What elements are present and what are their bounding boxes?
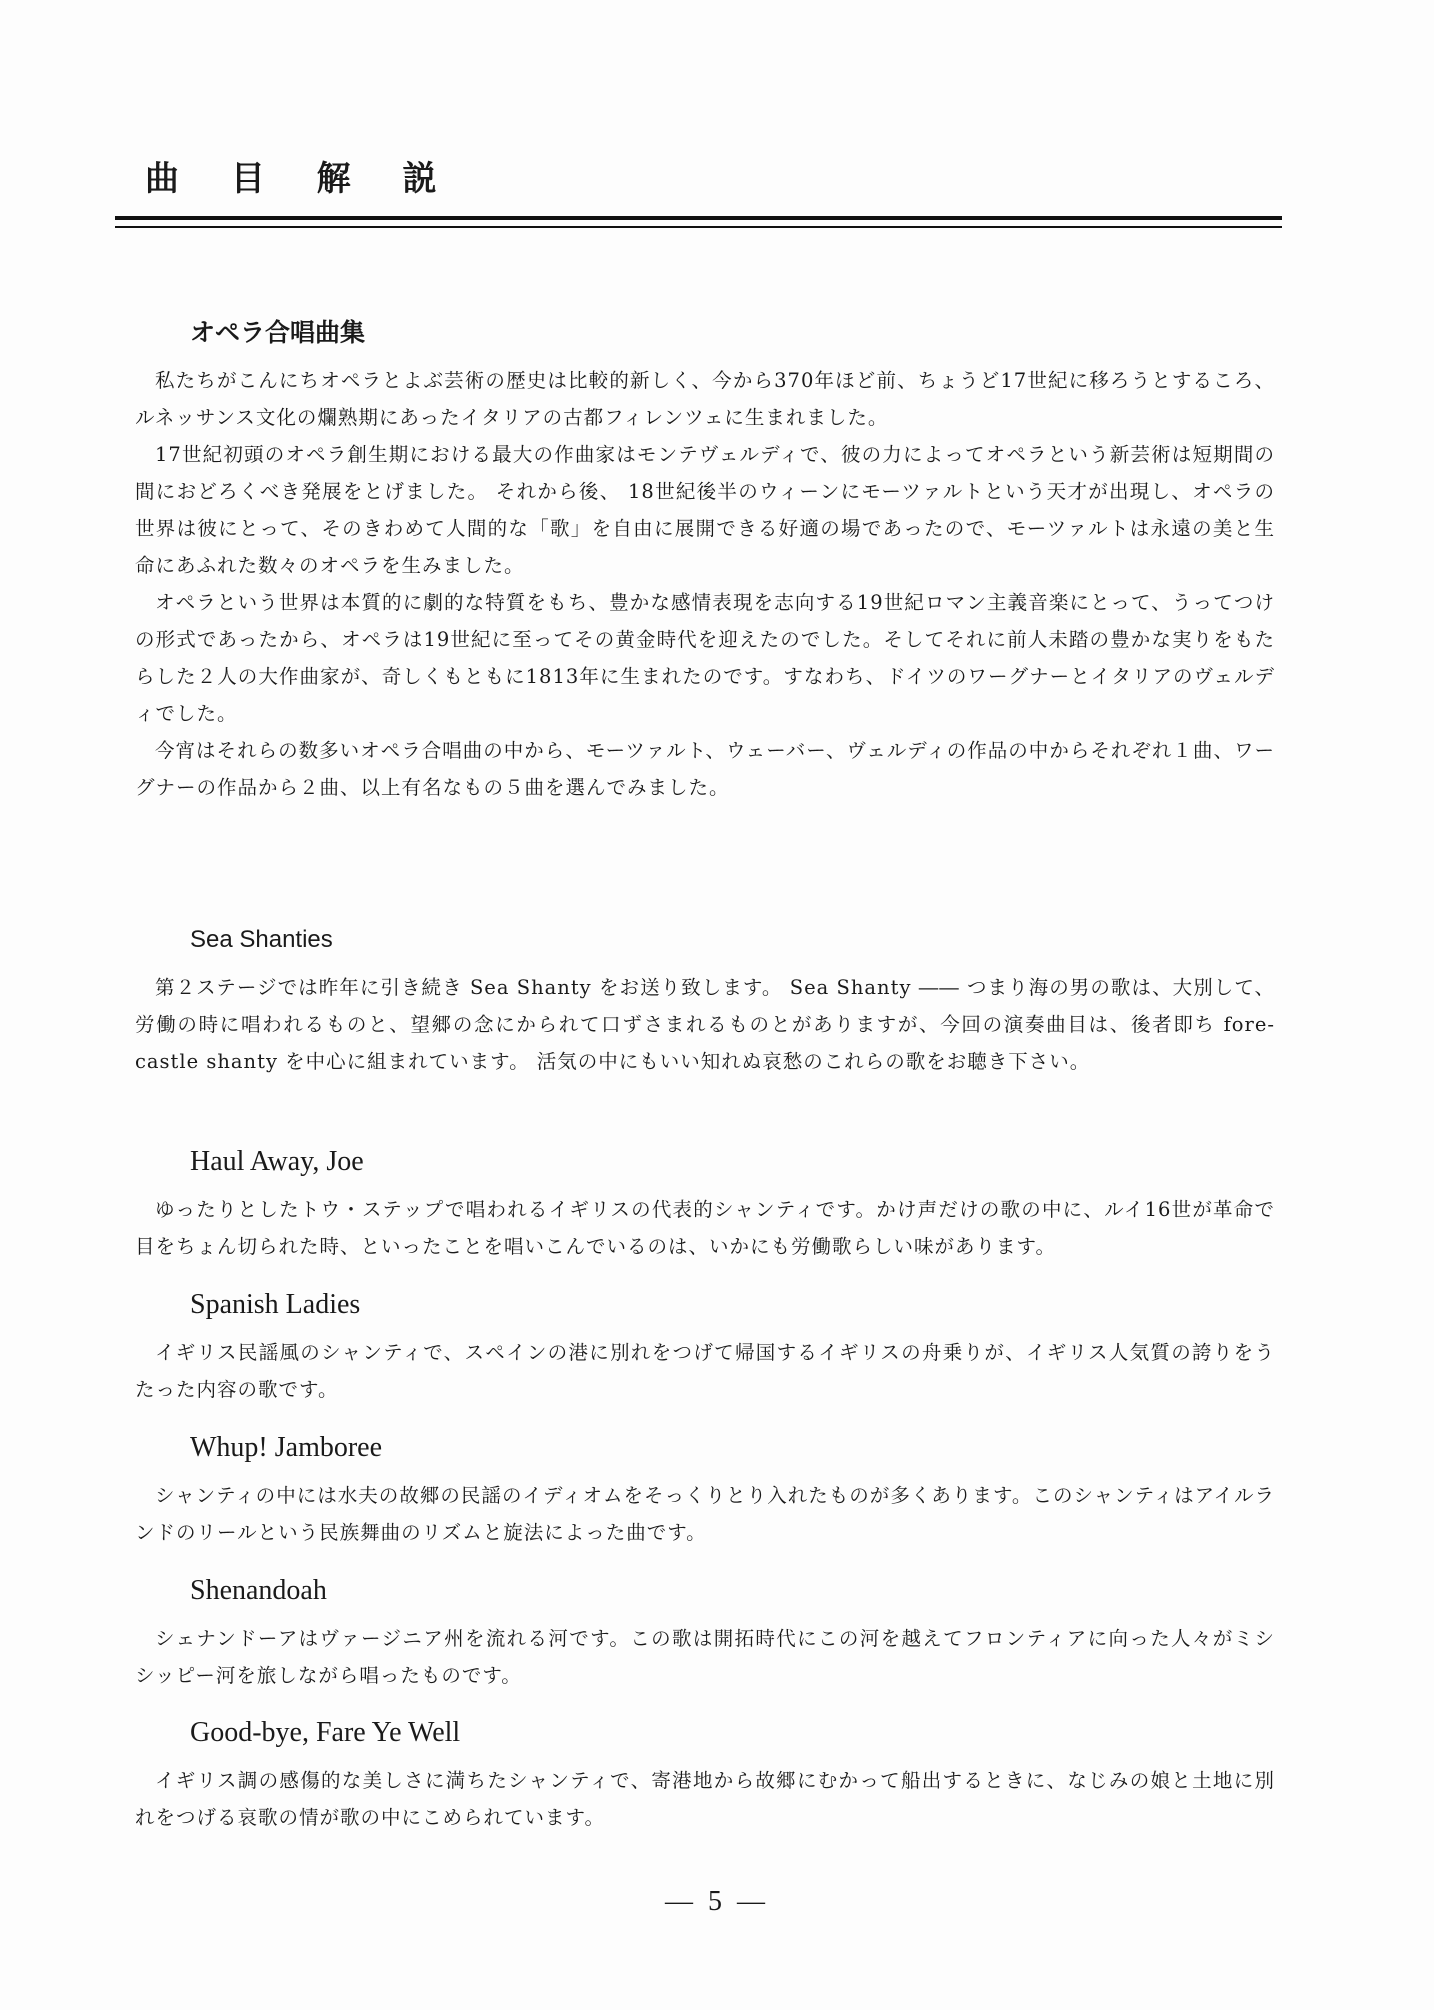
song-body xyxy=(135,1477,1275,1551)
title-rule-thin xyxy=(115,226,1282,228)
song-body xyxy=(135,1191,1275,1265)
song-spanish-ladies xyxy=(135,1288,1275,1408)
song-title: Shenandoah xyxy=(190,1575,327,1606)
song-body xyxy=(135,1620,1275,1694)
song-title: Spanish Ladies xyxy=(190,1289,361,1320)
paragraph: ゆったりとしたトウ・ステップで唱われるイギリスの代表的シャンティです。かけ声だけの歌の中に、ルイ16世が革命で目をちょん切られた時、といったことを唱いこんでいるのは、いかにも労働歌らしい味があります。 xyxy=(135,1197,1275,1258)
song-haul-away-joe xyxy=(135,1145,1275,1265)
paragraph: 第２ステージでは昨年に引き続き Sea Shanty をお送り致します。 Sea Shanty ―― つまり海の男の歌は、大別して、労働の時に唱われるものと、望郷の念にかられて口ずさまれるものとがありますが、今回の演奏曲目は、後者即ち fore-castle shanty を中心に組まれています。 活気の中にもいい知れぬ哀愁のこれらの歌をお聴き下さい。 xyxy=(135,975,1275,1073)
paragraph: シャンティの中には水夫の故郷の民謡のイディオムをそっくりとり入れたものが多くあります。このシャンティはアイルランドのリールという民族舞曲のリズムと旋法によった曲です。 xyxy=(135,1483,1275,1544)
title-rule-thick xyxy=(115,216,1282,220)
paragraph: 私たちがこんにちオペラとよぶ芸術の歴史は比較的新しく、今から370年ほど前、ちょうど17世紀に移ろうとするころ、ルネッサンス文化の爛熟期にあったイタリアの古都フィレンツェに生まれました。 xyxy=(135,369,1275,429)
song-body xyxy=(135,1334,1275,1408)
song-whup-jamboree xyxy=(135,1431,1275,1551)
paragraph: シェナンドーアはヴァージニア州を流れる河です。この歌は開拓時代にこの河を越えてフロンティアに向った人々がミシシッピー河を旅しながら唱ったものです。 xyxy=(135,1626,1275,1687)
paragraph: オペラという世界は本質的に劇的な特質をもち、豊かな感情表現を志向する19世紀ロマン主義音楽にとって、うってつけの形式であったから、オペラは19世紀に至ってその黄金時代を迎えたのでした。そしてそれに前人未踏の豊かな実りをもたらした２人の大作曲家が、奇しくもともに1813年に生まれたのです。すなわち、ドイツのワーグナーとイタリアのヴェルディでした。 xyxy=(135,591,1275,725)
paragraph: イギリス民謡風のシャンティで、スペインの港に別れをつげて帰国するイギリスの舟乗りが、イギリス人気質の誇りをうたった内容の歌です。 xyxy=(135,1340,1275,1401)
section-opera-choruses xyxy=(135,318,1275,806)
song-title: Haul Away, Joe xyxy=(190,1146,364,1177)
page-title: 曲 目 解 説 xyxy=(145,159,457,199)
section-sea-shanties xyxy=(135,926,1275,1080)
song-good-bye-fare-ye-well xyxy=(135,1716,1275,1836)
section-body-opera xyxy=(135,362,1275,806)
page-number: ― 5 ― xyxy=(665,1886,769,1917)
song-title: Good-bye, Fare Ye Well xyxy=(190,1717,461,1748)
section-body-sea-shanties xyxy=(135,969,1275,1080)
section-title-opera: オペラ合唱曲集 xyxy=(190,318,366,347)
paragraph: 17世紀初頭のオペラ創生期における最大の作曲家はモンテヴェルディで、彼の力によってオペラという新芸術は短期間の間におどろくべき発展をとげました。 それから後、 18世紀後半のウィーンにモーツァルトという天才が出現し、オペラの世界は彼にとって、そのきわめて人間的な「歌」を自由に展開できる好適の場であったので、モーツァルトは永遠の美と生命にあふれた数々のオペラを生みました。 xyxy=(135,443,1275,577)
paragraph: イギリス調の感傷的な美しさに満ちたシャンティで、寄港地から故郷にむかって船出するときに、なじみの娘と土地に別れをつげる哀歌の情が歌の中にこめられています。 xyxy=(135,1768,1275,1829)
song-title: Whup! Jamboree xyxy=(190,1432,383,1463)
song-body xyxy=(135,1762,1275,1836)
paragraph: 今宵はそれらの数多いオペラ合唱曲の中から、モーツァルト、ウェーバー、ヴェルディの作品の中からそれぞれ１曲、ワーグナーの作品から２曲、以上有名なもの５曲を選んでみました。 xyxy=(135,739,1275,799)
song-shenandoah xyxy=(135,1574,1275,1694)
section-title-sea-shanties: Sea Shanties xyxy=(190,926,333,953)
